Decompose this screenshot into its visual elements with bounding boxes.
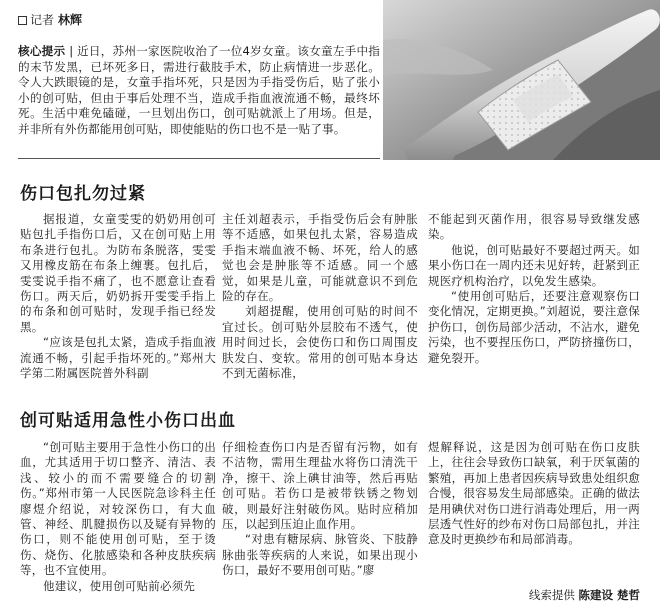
section1-heading: 伤口包扎勿过紧 (20, 184, 146, 204)
paragraph: 刘超提醒，使用创可贴的时间不宜过长。创可贴外层胶布不透气，使用时间过长，会使伤口和伤口周围皮肤发白、变软。常用的创可贴本身达不到无菌标准， (222, 304, 418, 381)
summary-lead: 核心提示 (18, 44, 66, 58)
paragraph: 仔细检查伤口内是否留有污物，如有不洁物，需用生理盐水将伤口清洗干净，擦干、涂上碘甘油等，然后再贴创可贴。若伤口是被带铁锈之物划破，则最好注射破伤风。贴时应稍加压，以起到压迫止血作用。 (222, 440, 418, 532)
summary-separator: | (65, 44, 78, 58)
paragraph: 不能起到灭菌作用，很容易导致继发感染。 (428, 212, 640, 242)
section1-column-2 (222, 212, 418, 381)
credit-names: 陈建设 楚哲 (578, 588, 640, 602)
bandage-finger-photo (383, 0, 660, 160)
section2-column-3 (428, 440, 640, 548)
summary (18, 44, 380, 138)
credit-line (428, 588, 640, 603)
paragraph: 煜解释说，这是因为创可贴在伤口皮肤上，往往会导致伤口缺氧，利于厌氧菌的繁殖，再加上患者因疾病导致患处组织愈合慢，很容易发生局部感染。正确的做法是用碘伏对伤口进行消毒处理后，用一两层透气性好的纱布对伤口局部包扎，并注意及时更换纱布和局部消毒。 (428, 440, 640, 547)
summary-divider (18, 158, 380, 159)
section1-column-1 (20, 212, 216, 381)
section2-column-1 (20, 440, 216, 594)
paragraph: “应该是包扎太紧，造成手指血液流通不畅，引起手指坏死的。”郑州大学第二附属医院普外科副 (20, 335, 216, 381)
paragraph: 主任刘超表示，手指受伤后会有肿胀等不适感，如果包扎太紧，容易造成手指末端血液不畅、坏死，给人的感觉也会是肿胀等不适感。同一个感觉，如果是儿童，可能就意识不到危险的存在。 (222, 212, 418, 304)
summary-text: 近日，苏州一家医院收治了一位4岁女童。该女童左手中指的末节发黑，已坏死多日，需进行截肢手术，防止病情进一步恶化。令人大跌眼镜的是，女童手指坏死，只是因为手指受伤后，贴了张小小的创可贴，但由于事后处理不当，造成手指血液流通不畅，最终坏死。生活中难免磕碰，一旦划出伤口，创可贴就派上了用场。但是，并非所有外伤都能用创可贴，即使能贴的伤口也不是一贴了事。 (18, 44, 381, 136)
byline-name: 林辉 (58, 13, 83, 27)
byline-box-icon (18, 16, 27, 25)
paragraph: “创可贴主要用于急性小伤口的出血，尤其适用于切口整齐、清洁、表浅、较小的而不需要缝合的切割伤。”郑州市第一人民医院急诊科主任廖煜介绍说，对较深伤口，有大血管、神经、肌腱损伤以及疑有异物的伤口，则不能使用创可贴，至于烫伤、烧伤、化脓感染和各种皮肤疾病等，也不宜使用。 (20, 440, 216, 578)
credit-label: 线索提供 (528, 588, 575, 602)
paragraph: 他说，创可贴最好不要超过两天。如果小伤口在一周内还未见好转，赶紧到正规医疗机构治疗，以免发生感染。 (428, 242, 640, 288)
byline-label: 记者 (30, 13, 55, 27)
paragraph: 据报道，女童雯雯的奶奶用创可贴包扎手指伤口后，又在创可贴上用布条进行包扎。为防布条脱落，雯雯又用橡皮筋在布条上缠裹。包扎后，雯雯说手指不痛了，也不愿意让查看伤口。两天后，奶奶拆开雯雯手指上的布条和创可贴时，发现手指已经发黑。 (20, 212, 216, 334)
paragraph: “对患有糖尿病、脉管炎、下肢静脉曲张等疾病的人来说，如果出现小伤口，最好不要用创可贴。”廖 (222, 532, 418, 578)
paragraph: “使用创可贴后，还要注意观察伤口变化情况，定期更换。”刘超说，要注意保护伤口，创伤局部少活动，不沾水，避免污染，也不要捏压伤口，严防挤撞伤口，避免裂开。 (428, 289, 640, 365)
section2-column-2 (222, 440, 418, 579)
paragraph: 他建议，使用创可贴前必须先 (43, 578, 196, 593)
section1-column-3 (428, 212, 640, 366)
section2-heading: 创可贴适用急性小伤口出血 (20, 411, 236, 431)
byline (18, 12, 82, 28)
